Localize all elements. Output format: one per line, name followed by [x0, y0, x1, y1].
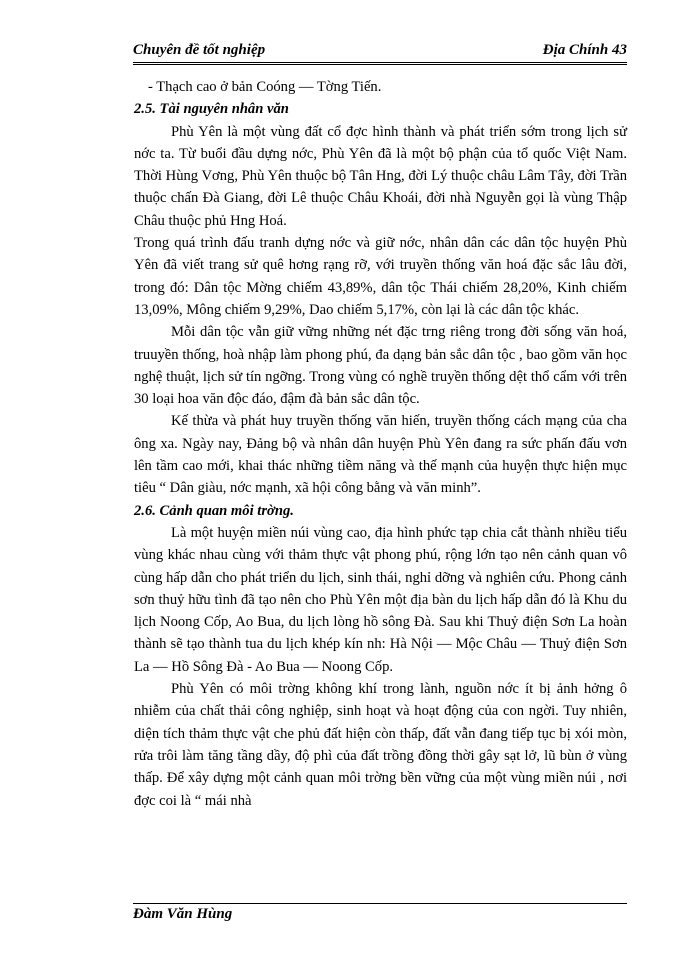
header-department: Địa Chính 43: [542, 42, 627, 58]
page-header: [133, 40, 627, 63]
document-body: [134, 76, 627, 812]
paragraph: Là một huyện miền núi vùng cao, địa hình phức tạp chia cắt thành nhiều tiểu vùng khác nhau cùng với thảm thực vật phong phú, rộng lớn tạo nên cảnh quan vô cùng hấp dẫn cho phát triển du lịch, sinh thái, nghỉ dỡng và nghiên cứu. Phong cảnh sơn thuỷ hữu tình đã tạo nên cho Phù Yên một địa bàn du lịch hấp dẫn đó là Khu du lịch Noong Cốp, Ao Bua, du lịch lòng hồ sông Đà. Sau khi Thuỷ điện Sơn La hoàn thành sẽ tạo thành tua du lịch khép kín nh: Hà Nội — Mộc Châu — Thuỷ điện Sơn La — Hồ Sông Đà - Ao Bua — Noong Cốp.: [134, 524, 627, 675]
section-heading-2-6: 2.6. Cảnh quan môi trờng.: [134, 502, 294, 519]
paragraph: Mỗi dân tộc vẫn giữ vững những nét đặc trng riêng trong đời sống văn hoá, truuyền thống, hoà nhập làm phong phú, đa dạng bản sắc dân tộc , bao gồm văn học nghệ thuật, lịch sử tín ngỡng. Trong vùng có nghề truyền thống dệt thổ cẩm với trên 30 loại hoa văn độc đáo, đậm đà bản sắc dân tộc.: [134, 324, 627, 408]
paragraph: Kế thừa và phát huy truyền thống văn hiến, truyền thống cách mạng của cha ông xa. Ngày nay, Đảng bộ và nhân dân huyện Phù Yên đang ra sức phấn đấu vơn lên tầm cao mới, khai thác những tiềm năng và thế mạnh của huyện thực hiện mục tiêu “ Dân giàu, nớc mạnh, xã hội công bằng và văn minh”.: [134, 413, 627, 497]
paragraph: Phù Yên là một vùng đất cổ đợc hình thành và phát triển sớm trong lịch sử nớc ta. Từ buổi đầu dựng nớc, Phù Yên đã là một bộ phận của tổ quốc Việt Nam. Thời Hùng Vơng, Phù Yên thuộc bộ Tân Hng, đời Lý thuộc châu Lâm Tây, đời Trần thuộc chấn Đà Giang, đời Lê thuộc Châu Khoái, đời nhà Nguyễn gọi là vùng Thập Châu thuộc phủ Hng Hoá.: [134, 123, 627, 229]
header-rule: [133, 64, 627, 65]
paragraph: Trong quá trình đấu tranh dựng nớc và giữ nớc, nhân dân các dân tộc huyện Phù Yên đã viết trang sử quê hơng rạng rỡ, với truyền thống văn hoá đặc sắc lâu đời, trong đó: Dân tộc Mờng chiếm 43,89%, dân tộc Thái chiếm 28,20%, Kinh chiếm 13,09%, Mông chiếm 9,29%, Dao chiếm 5,17%, còn lại là các dân tộc khác.: [134, 235, 627, 318]
paragraph: Phù Yên có môi trờng không khí trong lành, nguồn nớc ít bị ảnh hởng ô nhiễm của chất thải công nghiệp, sinh hoạt và hoạt động của con ngời. Tuy nhiên, diện tích thảm thực vật che phủ đất hiện còn thấp, đất vẫn đang tiếp tục bị xói mòn, rửa trôi làm tăng tầng dầy, độ phì của đất trồng đồng thời gây sạt lở, lũ bùn ở vùng thấp. Để xây dựng một cảnh quan môi trờng bền vững của một vùng miền núi , nơi đợc coi là “ mái nhà: [134, 681, 627, 809]
footer-author: Đàm Văn Hùng: [133, 906, 233, 922]
bullet-item: - Thạch cao ở bản Coóng — Tờng Tiến.: [148, 79, 382, 95]
header-title: Chuyên đề tốt nghiệp: [133, 42, 266, 58]
section-heading-2-5: 2.5. Tài nguyên nhân văn: [134, 101, 289, 118]
footer-rule: [133, 903, 627, 904]
